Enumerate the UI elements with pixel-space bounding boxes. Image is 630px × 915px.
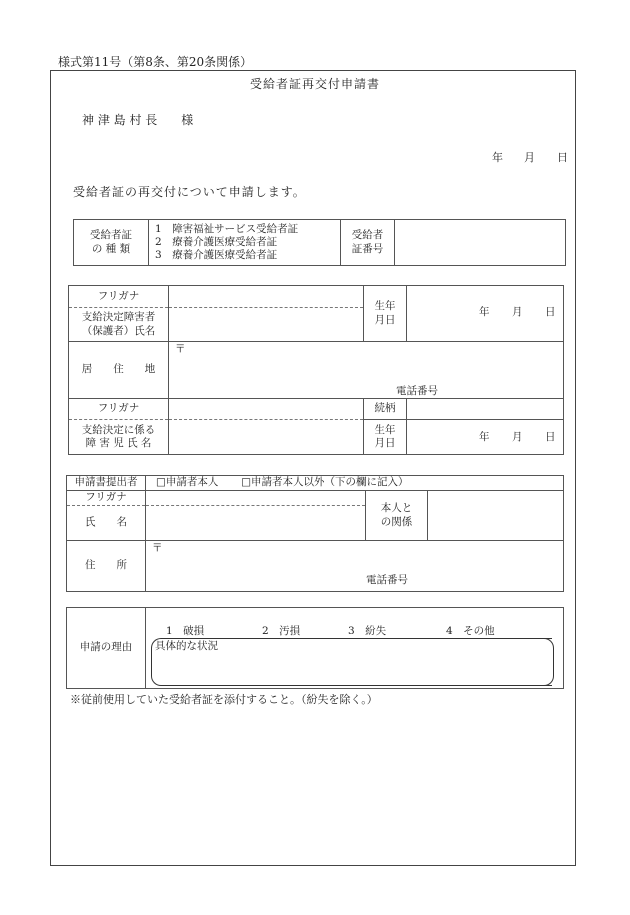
submitter-other-checkbox[interactable]: □申請者本人以外（下の欄に記入） — [241, 476, 409, 489]
child-relation-field[interactable] — [407, 399, 564, 420]
reason-option[interactable]: 4 その他 — [446, 625, 495, 637]
certificate-option[interactable]: 3 療養介護医療受給者証 — [155, 249, 278, 262]
certificate-type-label: 受給者証 の 種 類 — [74, 220, 149, 266]
reason-label: 申請の理由 — [67, 608, 146, 689]
submitter-address-field[interactable]: 〒 電話番号 — [146, 541, 564, 592]
reason-option[interactable]: 2 汚損 — [262, 625, 301, 637]
detail-label: 具体的な状況 — [155, 640, 218, 652]
intro-text: 受給者証の再交付について申請します。 — [73, 185, 306, 199]
form-title: 受給者証再交付申請書 — [249, 77, 380, 91]
child-furigana-label: フリガナ — [69, 399, 169, 420]
submitter-self-checkbox[interactable]: □申請者本人 — [156, 476, 219, 489]
child-name-field[interactable] — [169, 420, 364, 455]
detail-bracket-right — [541, 638, 554, 686]
submitter-furigana-label: フリガナ — [67, 491, 146, 506]
guardian-birth-field[interactable]: 年 月 日 — [407, 286, 564, 342]
submitter-name-field[interactable] — [146, 506, 366, 541]
certificate-type-options — [149, 220, 341, 266]
reason-table — [66, 607, 564, 689]
certificate-number-label: 受給者 証番号 — [341, 220, 395, 266]
child-furigana-field[interactable] — [169, 399, 364, 420]
submitter-address-label: 住 所 — [67, 541, 146, 592]
certificate-option[interactable]: 2 療養介護医療受給者証 — [155, 235, 278, 248]
submitter-table — [66, 475, 564, 592]
child-name-label: 支給決定に係る 障 害 児 氏 名 — [69, 420, 169, 455]
guardian-address-field[interactable]: 〒 電話番号 — [169, 342, 564, 399]
child-birth-field[interactable]: 年 月 日 — [407, 420, 564, 455]
guardian-address-label: 居 住 地 — [69, 342, 169, 399]
guardian-furigana-label: フリガナ — [69, 286, 169, 308]
certificate-number-field[interactable] — [395, 220, 566, 266]
guardian-furigana-field[interactable] — [169, 286, 364, 308]
guardian-name-label: 支給決定障害者 （保護者）氏名 — [69, 308, 169, 342]
certificate-table — [73, 219, 566, 266]
certificate-option[interactable]: 1 障害福祉サービス受給者証 — [155, 222, 299, 235]
submitter-label: 申請書提出者 — [67, 476, 146, 491]
date-year: 年 — [492, 151, 503, 164]
submitter-relation-field[interactable] — [428, 491, 564, 541]
date-day: 日 — [557, 151, 568, 164]
reason-option[interactable]: 1 破損 — [166, 625, 205, 637]
submitter-name-label: 氏 名 — [67, 506, 146, 541]
reason-option[interactable]: 3 紛失 — [348, 625, 387, 637]
guardian-name-field[interactable] — [169, 308, 364, 342]
child-birth-label: 生年 月日 — [364, 420, 407, 455]
child-relation-label: 続柄 — [364, 399, 407, 420]
attachment-note: ※従前使用していた受給者証を添付すること。（紛失を除く。） — [70, 693, 378, 706]
guardian-birth-label: 生年 月日 — [364, 286, 407, 342]
form-code: 様式第11号（第8条、第20条関係） — [58, 55, 253, 69]
submitter-options — [146, 476, 564, 491]
submitter-furigana-field[interactable] — [146, 491, 366, 506]
guardian-table — [68, 285, 564, 455]
reason-field — [146, 608, 564, 689]
submitter-relation-label: 本人と の関係 — [366, 491, 428, 541]
addressee: 神 津 島 村 長 様 — [82, 113, 194, 127]
date-month: 月 — [524, 151, 535, 164]
